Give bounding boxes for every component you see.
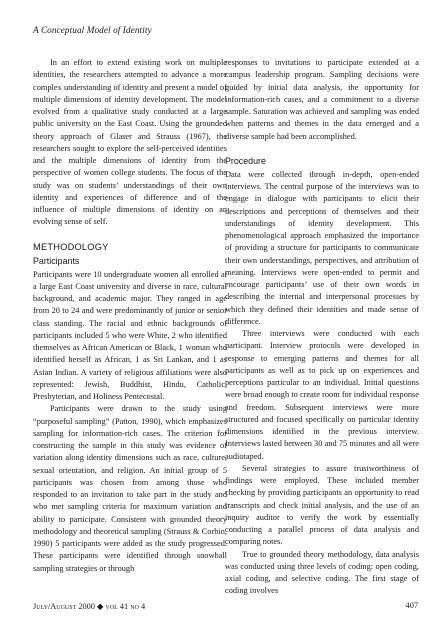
intro-paragraph: In an effort to extend existing work on multiple identities, the researchers attempted to advance a more complex understanding of identity and present a model of multiple dimensions of identity development. The model evolved from a qualitative study conducted at a large public university on the East Coast. Using the grounded theory approach of Glaser and Strauss (1967), the researchers sought to explore the self-perceived identities and the multiple dimensions of identity from the perspective of women college students. The focus of the study was on students’ understandings of their own identity and experiences of difference and of the influence of multiple dimensions of identity on an evolving sense of self. [33,58,227,227]
procedure-paragraph-2: Three interviews were conducted with each participant. Interview protocols were developed in response to emerging patterns and themes for all participants as well as to pick up on experiences and perceptions particular to an individual. Initial questions were broad enough to create room for individual response and freedom. Subsequent interviews were more structured and focused specifically on particular identity dimensions identified in the previous interview. Interviews lasted between 30 and 75 minutes and all were audiotaped. [225,329,419,461]
right-column [225,57,419,598]
left-column [33,57,227,575]
procedure-paragraph-3: Several strategies to assure trustworthiness of findings were employed. These included member checking by providing participants an opportunity to read transcripts and check initial analysis, and the use of an inquiry auditor to verify the work by essentially conducting a parallel process of data analysis and comparing notes. [225,463,419,547]
procedure-paragraph-4: True to grounded theory methodology, data analysis was conducted using three levels of coding: open coding, axial coding, and selective coding. The first stage of coding involves [225,549,419,596]
page-footer [33,601,418,613]
journal-issue: July/August 2000 ◆ vol 41 no 4 [33,602,146,611]
participants-paragraph-2: Participants were drawn to the study using “purposeful sampling” (Patton, 1990), which emphasizes sampling for information-rich cases. The criterion for constructing the sample in this study was evidence of variation along identity dimensions such as race, culture, sexual orientation, and religion. An initial group of 5 participants was chosen from among those who responded to an invitation to take part in the study and who met sampling criteria for maximum variation and ability to participate. Consistent with grounded theory methodology and theoretical sampling (Strauss & Corbin, 1990) 5 participants were added as the study progressed. These participants were identified through snowball sampling strategies or through [33,404,227,573]
continuation-paragraph: responses to invitations to participate extended at a campus leadership program. Sampling decisions were guided by initial data analysis, the opportunity for information-rich cases, and a commitment to a diverse sample. Saturation was achieved and sampling was ended when patterns and themes in the data emerged and a diverse sample had been accomplished. [225,58,419,141]
running-head: A Conceptual Model of Identity [33,25,152,35]
procedure-paragraph-1: Data were collected through in-depth, open-ended interviews. The central purpose of the interviews was to engage in dialogue with participants to elicit their descriptions and perceptions of themselves and their understandings of identity development. This phenomenological approach emphasized the importance of providing a structure for participants to communicate their own understandings, perspectives, and attribution of meaning. Interviews were open-ended to permit and encourage participants’ use of their own words in describing the internal and interpersonal processes by which they defined their identities and made sense of difference. [225,169,419,326]
procedure-heading: Procedure [225,155,266,166]
participants-heading: Participants [33,255,80,266]
page-number: 407 [405,601,418,610]
methodology-heading: METHODOLOGY [33,241,109,252]
participants-paragraph-1: Participants were 10 undergraduate women all enrolled at a large East Coast university and diverse in race, cultural background, and academic major. They ranged in age from 20 to 24 and were predominantly of junior or senior class standing. The racial and ethnic backgrounds of participants included 5 who were White, 2 who identified themselves as African American or Black, 1 woman who identified herself as African, 1 as Sri Lankan, and 1 as Asian Indian. A variety of religious affiliations were also represented: Jewish, Buddhist, Hindu, Catholic, Presbyterian, and Holiness Pentecostal. [33,269,227,401]
